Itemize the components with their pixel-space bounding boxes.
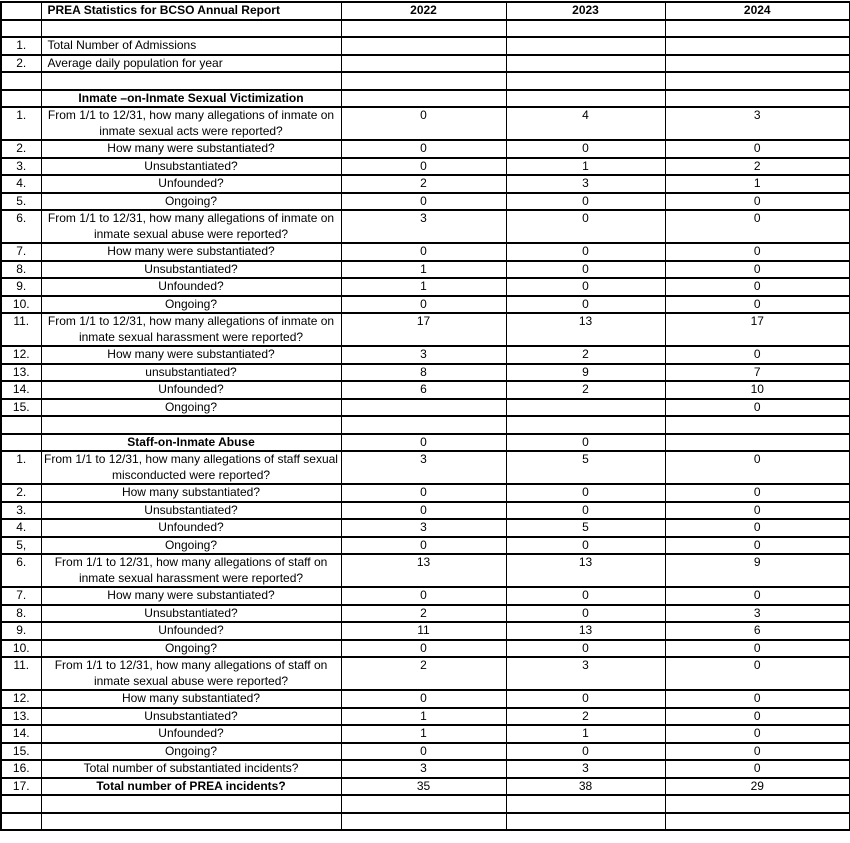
row-number-cell: 9. [1,278,41,296]
row-number-cell: 12. [1,346,41,364]
value-cell-2022: 2 [341,175,506,193]
description-cell: unsubstantiated? [41,364,341,382]
row-number-cell: 15. [1,743,41,761]
value-cell-2024 [665,55,850,73]
value-cell-2022: 1 [341,261,506,279]
value-cell-2022: 13 [341,554,506,587]
table-row [1,778,850,796]
table-row [1,484,850,502]
value-cell-2022: 11 [341,622,506,640]
value-cell-2023 [506,795,665,813]
value-cell-2023: 0 [506,296,665,314]
table-row [1,313,850,346]
value-cell-2024: 0 [665,451,850,484]
value-cell-2023: 9 [506,364,665,382]
description-cell: Unsubstantiated? [41,605,341,623]
value-cell-2022: 2 [341,605,506,623]
table-row [1,760,850,778]
row-number-cell: 14. [1,381,41,399]
value-cell-2023: 0 [506,193,665,211]
row-number-cell: 3. [1,502,41,520]
table-title-cell: PREA Statistics for BCSO Annual Report [41,2,341,20]
table-row [1,587,850,605]
spacer-row [1,813,850,831]
value-cell-2024 [665,416,850,434]
value-cell-2022: 0 [341,640,506,658]
section-row [1,434,850,452]
description-cell: How many were substantiated? [41,587,341,605]
value-cell-2023: 38 [506,778,665,796]
value-cell-2022: 3 [341,346,506,364]
description-cell [41,795,341,813]
row-number-cell: 4. [1,519,41,537]
value-cell-2024: 0 [665,690,850,708]
row-number-cell: 9. [1,622,41,640]
value-cell-2022: 17 [341,313,506,346]
value-cell-2024: 0 [665,193,850,211]
value-cell-2024: 6 [665,622,850,640]
value-cell-2022: 0 [341,690,506,708]
table-row [1,278,850,296]
description-cell [41,72,341,90]
row-number-cell: 16. [1,760,41,778]
row-number-cell: 11. [1,313,41,346]
value-cell-2023: 0 [506,210,665,243]
table-row [1,37,850,55]
value-cell-2024: 0 [665,484,850,502]
value-cell-2024: 0 [665,519,850,537]
table-row [1,158,850,176]
value-cell-2023 [506,20,665,38]
value-cell-2024: 17 [665,313,850,346]
row-number-cell: 7. [1,243,41,261]
description-cell: Ongoing? [41,399,341,417]
value-cell-2023: 3 [506,657,665,690]
year-header-cell-2023: 2023 [506,2,665,20]
row-number-cell: 2. [1,484,41,502]
row-number-cell: 5, [1,537,41,555]
value-cell-2024: 0 [665,140,850,158]
row-number-cell: 17. [1,778,41,796]
section-title-cell: Inmate –on-Inmate Sexual Victimization [41,90,341,108]
description-cell: Ongoing? [41,537,341,555]
description-cell: Unsubstantiated? [41,158,341,176]
value-cell-2024: 3 [665,107,850,140]
row-number-cell: 10. [1,640,41,658]
table-row [1,537,850,555]
row-number-cell: 2. [1,55,41,73]
table-row [1,140,850,158]
value-cell-2024: 29 [665,778,850,796]
description-cell: How many substantiated? [41,484,341,502]
row-number-cell: 10. [1,296,41,314]
description-cell: Total number of substantiated incidents? [41,760,341,778]
value-cell-2024 [665,795,850,813]
value-cell-2022 [341,20,506,38]
value-cell-2024: 0 [665,346,850,364]
value-cell-2022: 0 [341,537,506,555]
row-number-cell [1,90,41,108]
row-number-cell [1,416,41,434]
value-cell-2022 [341,37,506,55]
description-cell [41,813,341,831]
value-cell-2023 [506,72,665,90]
description-cell: How many were substantiated? [41,346,341,364]
table-row [1,243,850,261]
description-cell: Total number of PREA incidents? [41,778,341,796]
value-cell-2024 [665,37,850,55]
value-cell-2024: 0 [665,640,850,658]
row-number-cell: 8. [1,605,41,623]
value-cell-2024: 1 [665,175,850,193]
value-cell-2022: 0 [341,158,506,176]
description-cell: From 1/1 to 12/31, how many allegations of inmate on inmate sexual acts were reported? [41,107,341,140]
value-cell-2023: 0 [506,605,665,623]
value-cell-2023: 0 [506,587,665,605]
value-cell-2023: 13 [506,622,665,640]
value-cell-2022: 0 [341,296,506,314]
value-cell-2024 [665,434,850,452]
row-number-cell [1,20,41,38]
table-row [1,364,850,382]
row-number-cell: 13. [1,364,41,382]
value-cell-2023 [506,55,665,73]
value-cell-2022: 0 [341,434,506,452]
description-cell: How many were substantiated? [41,243,341,261]
description-cell [41,416,341,434]
table-row [1,743,850,761]
value-cell-2023: 3 [506,760,665,778]
description-cell: Unsubstantiated? [41,502,341,520]
value-cell-2024 [665,20,850,38]
table-row [1,399,850,417]
value-cell-2024: 0 [665,502,850,520]
value-cell-2024: 0 [665,296,850,314]
table-row [1,296,850,314]
value-cell-2023 [506,37,665,55]
value-cell-2023: 0 [506,690,665,708]
table-row [1,210,850,243]
description-cell: Ongoing? [41,743,341,761]
row-number-cell [1,813,41,831]
table-row [1,381,850,399]
value-cell-2024 [665,813,850,831]
value-cell-2024: 0 [665,399,850,417]
table-row [1,640,850,658]
value-cell-2022: 1 [341,278,506,296]
table-row [1,622,850,640]
value-cell-2022 [341,795,506,813]
description-cell: Unfounded? [41,725,341,743]
table-row [1,519,850,537]
description-cell: From 1/1 to 12/31, how many allegations of inmate on inmate sexual harassment were reported? [41,313,341,346]
value-cell-2024: 0 [665,587,850,605]
spacer-row [1,795,850,813]
table-row [1,261,850,279]
table-row [1,657,850,690]
row-number-cell: 13. [1,708,41,726]
table-row [1,605,850,623]
description-cell: Average daily population for year [41,55,341,73]
row-number-cell: 4. [1,175,41,193]
table-row [1,175,850,193]
value-cell-2023: 0 [506,537,665,555]
value-cell-2022 [341,72,506,90]
value-cell-2023: 3 [506,175,665,193]
value-cell-2023 [506,90,665,108]
row-number-cell: 5. [1,193,41,211]
table-row [1,708,850,726]
value-cell-2022: 0 [341,587,506,605]
value-cell-2022: 3 [341,451,506,484]
table-row [1,451,850,484]
row-number-cell: 1. [1,37,41,55]
value-cell-2023: 2 [506,381,665,399]
year-header-cell-2024: 2024 [665,2,850,20]
value-cell-2022 [341,416,506,434]
table-row [1,346,850,364]
row-number-cell: 12. [1,690,41,708]
value-cell-2022: 6 [341,381,506,399]
value-cell-2022 [341,399,506,417]
table-row [1,193,850,211]
description-cell: Unfounded? [41,519,341,537]
value-cell-2024: 0 [665,537,850,555]
value-cell-2024: 0 [665,243,850,261]
value-cell-2023: 13 [506,554,665,587]
value-cell-2022 [341,813,506,831]
value-cell-2022: 0 [341,193,506,211]
description-cell: How many were substantiated? [41,140,341,158]
value-cell-2022: 3 [341,519,506,537]
value-cell-2022: 0 [341,140,506,158]
spacer-row [1,20,850,38]
value-cell-2023: 0 [506,502,665,520]
table-row [1,690,850,708]
value-cell-2024: 2 [665,158,850,176]
value-cell-2022: 2 [341,657,506,690]
description-cell: Ongoing? [41,640,341,658]
table-row [1,554,850,587]
value-cell-2024: 7 [665,364,850,382]
value-cell-2022: 3 [341,760,506,778]
value-cell-2023: 2 [506,346,665,364]
value-cell-2022 [341,55,506,73]
description-cell: From 1/1 to 12/31, how many allegations of inmate on inmate sexual abuse were reported? [41,210,341,243]
value-cell-2023: 0 [506,243,665,261]
row-number-cell: 7. [1,587,41,605]
description-cell: Unsubstantiated? [41,708,341,726]
value-cell-2024: 0 [665,657,850,690]
value-cell-2022: 1 [341,725,506,743]
description-cell: From 1/1 to 12/31, how many allegations of staff sexual misconducted were reported? [41,451,341,484]
value-cell-2022: 3 [341,210,506,243]
value-cell-2023: 0 [506,261,665,279]
value-cell-2023: 1 [506,725,665,743]
value-cell-2023: 0 [506,434,665,452]
value-cell-2024: 10 [665,381,850,399]
row-number-cell: 6. [1,210,41,243]
row-number-cell [1,72,41,90]
value-cell-2024: 0 [665,760,850,778]
section-title-cell: Staff-on-Inmate Abuse [41,434,341,452]
value-cell-2023: 1 [506,158,665,176]
value-cell-2022: 0 [341,107,506,140]
description-cell: Ongoing? [41,193,341,211]
header-row [1,2,850,20]
value-cell-2023: 13 [506,313,665,346]
description-cell: Unfounded? [41,175,341,193]
row-number-cell: 2. [1,140,41,158]
value-cell-2023 [506,813,665,831]
description-cell: How many substantiated? [41,690,341,708]
row-number-cell [1,2,41,20]
row-number-cell: 8. [1,261,41,279]
prea-statistics-table [0,1,850,831]
value-cell-2024: 0 [665,725,850,743]
row-number-cell: 11. [1,657,41,690]
row-number-cell: 1. [1,451,41,484]
description-cell: Ongoing? [41,296,341,314]
row-number-cell: 3. [1,158,41,176]
value-cell-2023: 5 [506,519,665,537]
value-cell-2022: 0 [341,484,506,502]
table-row [1,55,850,73]
row-number-cell: 6. [1,554,41,587]
value-cell-2022: 0 [341,743,506,761]
value-cell-2022: 8 [341,364,506,382]
value-cell-2024: 0 [665,210,850,243]
value-cell-2022: 1 [341,708,506,726]
value-cell-2023: 0 [506,640,665,658]
value-cell-2024: 0 [665,743,850,761]
spacer-row [1,72,850,90]
table-row [1,502,850,520]
value-cell-2022: 35 [341,778,506,796]
description-cell [41,20,341,38]
description-cell: Unfounded? [41,278,341,296]
value-cell-2023: 0 [506,278,665,296]
value-cell-2023: 2 [506,708,665,726]
value-cell-2022: 0 [341,502,506,520]
value-cell-2023: 5 [506,451,665,484]
year-header-cell-2022: 2022 [341,2,506,20]
description-cell: From 1/1 to 12/31, how many allegations of staff on inmate sexual harassment were reported? [41,554,341,587]
table-body [1,2,850,830]
description-cell: Unfounded? [41,381,341,399]
value-cell-2024: 3 [665,605,850,623]
row-number-cell [1,795,41,813]
table-row [1,725,850,743]
description-cell: Total Number of Admissions [41,37,341,55]
value-cell-2022 [341,90,506,108]
value-cell-2024: 9 [665,554,850,587]
spacer-row [1,416,850,434]
value-cell-2024: 0 [665,261,850,279]
value-cell-2024 [665,72,850,90]
value-cell-2023: 0 [506,484,665,502]
value-cell-2023: 0 [506,743,665,761]
description-cell: Unsubstantiated? [41,261,341,279]
value-cell-2023 [506,416,665,434]
value-cell-2023 [506,399,665,417]
value-cell-2022: 0 [341,243,506,261]
row-number-cell: 1. [1,107,41,140]
row-number-cell [1,434,41,452]
section-row [1,90,850,108]
row-number-cell: 15. [1,399,41,417]
description-cell: From 1/1 to 12/31, how many allegations of staff on inmate sexual abuse were reported? [41,657,341,690]
table-row [1,107,850,140]
value-cell-2023: 4 [506,107,665,140]
value-cell-2024: 0 [665,708,850,726]
row-number-cell: 14. [1,725,41,743]
value-cell-2024 [665,90,850,108]
value-cell-2024: 0 [665,278,850,296]
description-cell: Unfounded? [41,622,341,640]
value-cell-2023: 0 [506,140,665,158]
